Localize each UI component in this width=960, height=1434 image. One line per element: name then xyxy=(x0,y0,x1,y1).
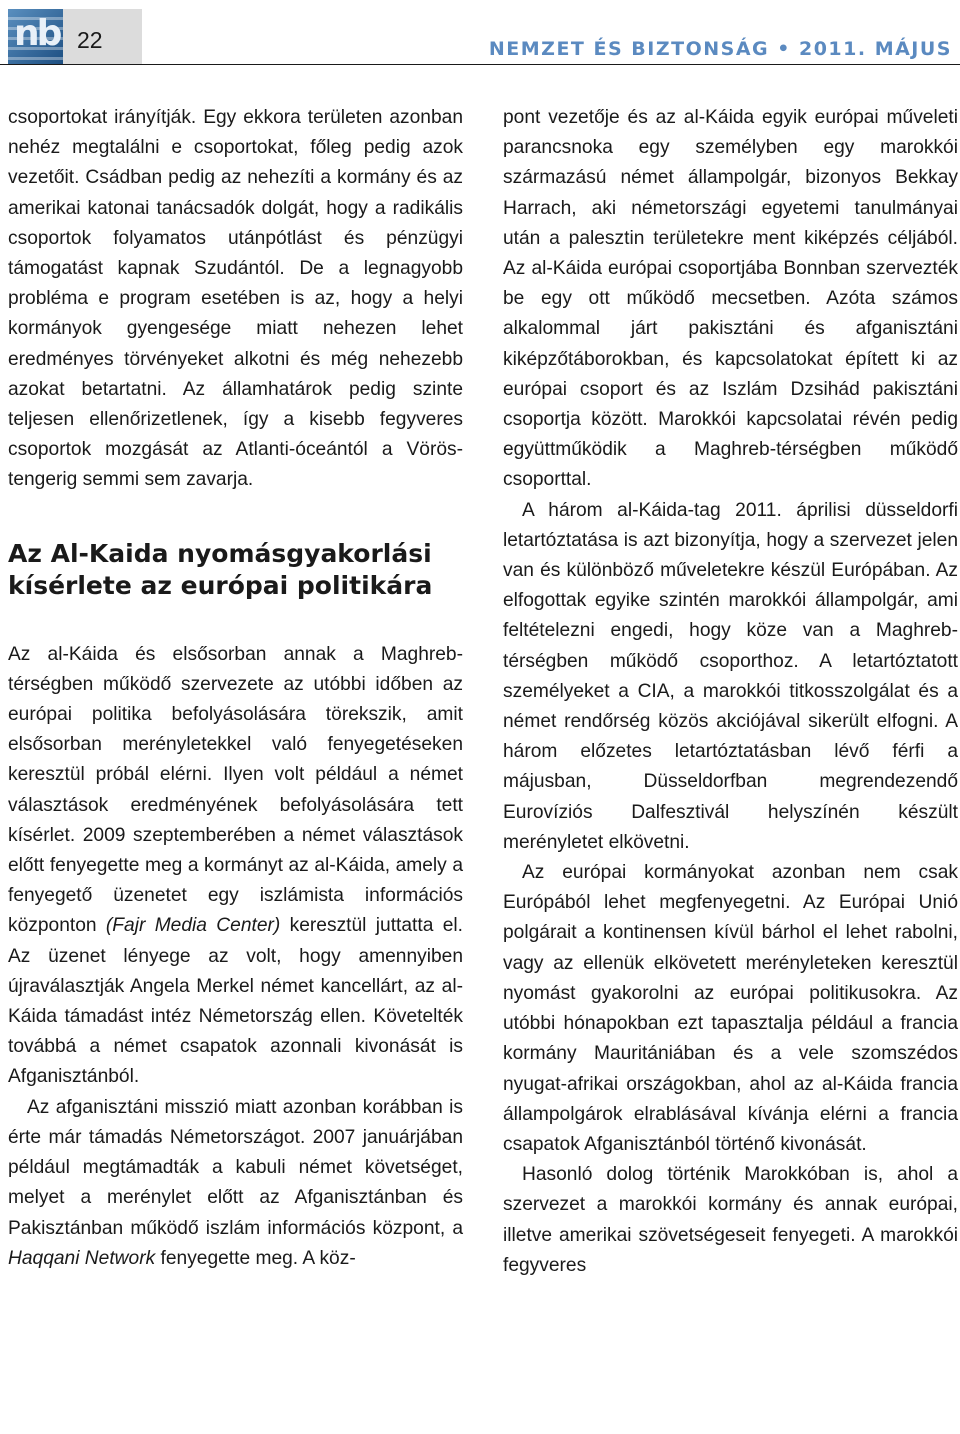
page-number: 22 xyxy=(77,27,103,53)
left-paragraph-2-italic: (Fajr Media Center) xyxy=(105,915,281,937)
logo-mark: nb xyxy=(14,13,60,54)
running-head: NEMZET ÉS BIZTONSÁG • 2011. MÁJUS xyxy=(488,38,952,60)
left-column xyxy=(8,103,463,1274)
header-rule xyxy=(0,64,960,65)
right-column xyxy=(503,103,958,1281)
page-header xyxy=(0,0,960,72)
right-paragraph-4: Hasonló dolog történik Marokkóban is, ahol a szervezet a marokkói kormány és annak európai, illetve amerikai szövetségeseit fenyegeti. A marokkói fegyveres xyxy=(503,1164,958,1276)
right-paragraph-2: A három al-Káida-tag 2011. áprilisi düsseldorfi letartóztatása is azt bizonyítja, hogy a szervezet jelen van és különböző műveletekre készül Európában. Az elfogottak egyike szintén marokkói állampolgár, ami feltételezni engedi, hogy köze van a Maghreb-térségben működő csoporthoz. A letartóztatott személyeket a CIA, a marokkói titkosszolgálat és a német rendőrség közös akciójával sikerült elfogni. A három előzetes letartóztatásban lévő férfi a májusban, Düsseldorfban megrendezendő Eurovíziós Dalfesztivál helyszínén készült merényletet elkövetni. xyxy=(503,499,958,853)
left-paragraph-3-text: Az afganisztáni misszió miatt azonban korábban is érte már támadás Németországot. 2007 januárjában például megtámadták a kabuli német követséget, melyet a merénylet előtt az Afganisztánban és Pakisztánban működő iszlám információs központ, a xyxy=(8,1096,463,1239)
left-paragraph-3 xyxy=(8,1093,463,1274)
left-paragraph-2-end: keresztül juttatta el. Az üzenet lényege az volt, hogy amennyiben újraválasztják Angela Merkel német kancellárt, az al-Káida támadást intéz Németország ellen. Követelték továbbá a német csapatok azonnali kivonását is Afganisztánból. xyxy=(8,915,463,1088)
left-paragraph-2 xyxy=(8,640,463,1093)
section-heading: Az Al-Kaida nyomásgyakorlási kísérlete az európai politikára xyxy=(8,538,433,600)
left-paragraph-2-text: Az al-Káida és elsősorban annak a Maghreb-térségben működő szervezete az utóbbi időben az európai politika befolyásolására törekszik, amit elsősorban merényletekkel való fenyegetéseken keresztül próbál elérni. Ilyen volt például a német választások eredményének befolyásolására tett kísérlet. 2009 szeptemberében a német választások előtt fenyegette meg a kormányt az al-Káida, amely a fenyegető üzenetet egy iszlámista információs központon xyxy=(8,643,463,937)
left-paragraph-3-italic: Haqqani Network xyxy=(8,1247,156,1269)
magazine-logo xyxy=(8,9,63,64)
left-paragraph-1: csoportokat irányítják. Egy ekkora területen azonban nehéz megtalálni e csoportokat, főleg pedig azok vezetőit. Csádban pedig az nehezíti a kormány és az amerikai katonai tanácsadók dolgát, hogy a radikális csoportok folyamatos utánpótlást és pénzügyi támogatást kapnak Szudántól. De a legnagyobb probléma e program esetében is az, hogy a helyi kormányok gyengesége miatt nehezen lehet eredményes törvényeket alkotni és még nehezebb azokat betartatni. Az államhatárok pedig szinte teljesen ellenőrizetlenek, így a kisebb fegyveres csoportok mozgását az Atlanti-óceántól a Vörös-tengerig semmi sem zavarja. xyxy=(8,107,463,491)
right-paragraph-1: pont vezetője és az al-Káida egyik európai műveleti parancsnoka egy személyben egy marokkói származású német állampolgár, bizonyos Bekkay Harrach, aki németországi egyetemi tanulmányai után a palesztin területekre ment kiképzés céljából. Az al-Káida európai csoportjába Bonnban szervezték be egy ott működő mecsetben. Azóta számos alkalommal járt pakisztáni és afganisztáni kiképzőtáborokban, és kapcsolatokat épített ki az európai csoport és az Iszlám Dzsihád pakisztáni csoportja között. Marokkói kapcsolatai révén pedig együttműködik a Maghreb-térségben működő csoporttal. xyxy=(503,107,958,491)
right-paragraph-3: Az európai kormányokat azonban nem csak Európából lehet megfenyegetni. Az Európai Unió polgárait a kontinensen kívül bárhol el lehet rabolni, vagy az ellenük elkövetett merényleteken keresztül nyomást gyakorolni az európai politikusokra. Az utóbbi hónapokban ezt tapasztalja például a francia kormány Mauritániában és a vele szomszédos nyugat-afrikai országokban, ahol az al-Káida francia állampolgárok elrablásával kívánja elérni a francia csapatok Afganisztánból történő kivonását. xyxy=(503,862,958,1155)
left-paragraph-3-end: fenyegette meg. A köz- xyxy=(155,1247,356,1269)
